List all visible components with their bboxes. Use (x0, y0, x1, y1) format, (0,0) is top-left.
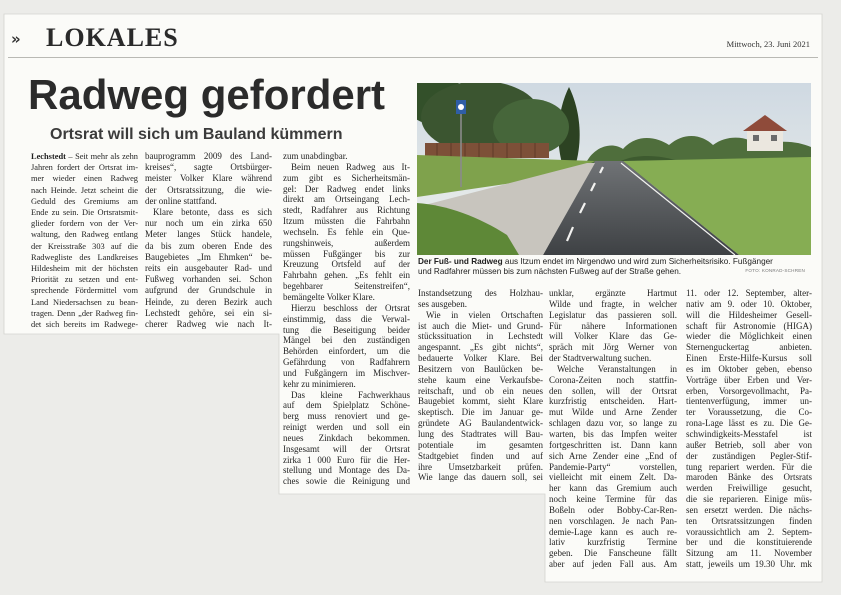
text-line: rona-Lage lässt es zu. Die Ge- (686, 418, 812, 429)
text-line: Vorträge über Erben und Ver- (686, 374, 812, 385)
text-line: wieder die Möglichkeit einen (686, 331, 812, 342)
text-line: tientenverfügung, immer un- (686, 396, 812, 407)
photo-credit: FOTO: KONRAD-SCHREN (745, 268, 805, 273)
text-line: auf dem Spielplatz Schöne- (283, 400, 410, 411)
section-marker: » (11, 30, 21, 48)
text-line: erben, Vorsorgevollmacht, Pa- (686, 385, 812, 396)
text-line: noch keine Termine für das (549, 494, 677, 505)
text-line: Priorität zu setzen und ent- (31, 275, 138, 285)
headline: Radweg gefordert (28, 71, 386, 118)
text-line: will die Hildesheimer Gesell- (686, 309, 812, 320)
header-divider (8, 57, 818, 58)
issue-date: Mittwoch, 23. Juni 2021 (726, 39, 810, 49)
street-photo (417, 83, 811, 255)
text-line: stedt, Radfahrer aus Richtung (283, 205, 410, 216)
text-line: tung die Beseitigung beider (283, 324, 410, 335)
text-line: ses ausgeben. (418, 298, 467, 309)
text-line: maroden Bänke des Ortsrats (686, 472, 812, 483)
text-line: ihre Umsetzbarkeit prüfen. (418, 461, 543, 472)
article-column-3 (283, 151, 410, 487)
text-line: ches sowie die Reinigung und (283, 476, 410, 487)
article-column-6 (686, 288, 812, 570)
text-line: glieder fordern von der Ver- (31, 219, 138, 229)
text-line: einstimmig, dass die Verwal- (283, 313, 410, 324)
text-line: Stadtgebiet finden und auf (418, 450, 543, 461)
text-line: der Stadtverwaltung suchen. (549, 353, 652, 364)
text-line: Instandsetzung des Holzhau- (418, 288, 543, 298)
text-line: aber auf jeden Fall aus. Am (549, 559, 677, 570)
paragraph (283, 303, 410, 390)
text-line: nach Heinde. Jetzt scheint die (31, 185, 138, 195)
text-line: waltung, den Radweg entlang (31, 230, 138, 240)
text-line: reinigt werden und soll ein (283, 422, 410, 433)
text-line: mut Wilde und Arne Zender (549, 407, 677, 418)
text-line: Geduld des Gremiums am (31, 196, 138, 206)
text-line: Fußweg vorhanden sei. Schon (145, 274, 272, 285)
text-line: statt, jeweils um 19.30 Uhr. mk (686, 559, 812, 570)
text-line: der online stattfand. (145, 195, 217, 206)
text-line-rest: – Seit mehr als zehn (65, 152, 138, 161)
text-line: bemängelte Volker Klare. (283, 291, 375, 302)
section-title: LOKALES (46, 23, 179, 52)
text-line: Insgesamt will der Ortsrat (283, 443, 410, 454)
text-line: voraussichtlich am 2. Septem- (686, 526, 812, 537)
text-line: nen vorschlagen. Je nach Pan- (549, 515, 677, 526)
text-line: kehr zu minimieren. (283, 378, 356, 389)
text-line: Behörden einfordert, um die (283, 346, 410, 357)
dateline: Lechstedt (31, 152, 66, 161)
text-line: Besitzern von Baulücken be- (418, 363, 543, 374)
text-line: her kann das Gremium auch (549, 483, 677, 494)
text-line: ber und die konstituierende (686, 537, 812, 548)
text-line: fortgeschritten ist. Dann kann (549, 439, 677, 450)
text-line: spräch mit Jörg Werner von (549, 342, 677, 353)
paragraph (418, 310, 543, 484)
text-line: Mängel bei den zuständigen (283, 335, 410, 346)
article-column-4 (418, 288, 543, 483)
text-line: aufgrund der Grundschule in (145, 285, 272, 296)
text-line: müssen Fußgänger bis zur (283, 248, 410, 259)
text-line: schaft für Astronomie (HIGA) (686, 320, 812, 331)
article-column-5 (549, 288, 677, 570)
text-line: gründete AG Baulandentwick- (418, 418, 543, 429)
paragraph (549, 364, 677, 570)
text-line: lung des Stadtrates will Bau- (418, 428, 543, 439)
text-line: reits ein ausgebauter Rad- und (145, 263, 272, 274)
paragraph (283, 390, 410, 488)
text-line: schwindigkeits-Messtafel ist (686, 428, 812, 439)
text-line: der zuständigen Pegler-Stif- (686, 450, 812, 461)
text-line: direkt am Ortseingang Lech- (283, 194, 410, 205)
text-line: will Volker Klare das Ge- (549, 331, 677, 342)
fence (425, 143, 549, 158)
paragraph (283, 151, 410, 162)
text-line: unklar, ergänzte Hartmut (549, 288, 677, 298)
paragraph (418, 288, 543, 310)
text-line: Kreuzung Ortsfeld auf der (283, 259, 410, 270)
paragraph (283, 162, 410, 303)
paragraph (145, 207, 272, 330)
text-line: Hierzu beschloss der Ortsrat (291, 302, 410, 313)
text-line: schlagen dazu vor, so lange zu (549, 418, 677, 429)
text-line: Boßeln oder Bobby-Car-Ren- (549, 504, 677, 515)
text-line: Sitzung am 11. November (686, 548, 812, 559)
caption-text: aus Itzum endet im Nirgendwo und wird zum Sicherheitsrisiko. Fußgänger (502, 257, 773, 266)
text-line: demie-Lage kann es auch re- (549, 526, 677, 537)
text-line: zirka 1 000 Euro für die Her- (283, 454, 410, 465)
text-line: ter Voraussetzung, die Co- (686, 407, 812, 418)
text-line: ist auch die Miet- und Grund- (418, 320, 543, 331)
text-line: sich Arne Zender eine „End of (549, 450, 677, 461)
text-line: die sie reparieren. Einige müs- (686, 494, 812, 505)
text-line: reitschaft, und ob ein neues (418, 385, 543, 396)
text-line: Ende zu sein. Die Ortsratsmit- (31, 208, 138, 218)
text-line: Klare betonte, dass es sich (153, 207, 272, 218)
paragraph (145, 151, 272, 207)
text-line: lativ kurzfristig Termine (549, 537, 677, 548)
paragraph (31, 151, 138, 330)
text-line: bauprogramm 2009 des Land- (145, 151, 272, 161)
text-line: mer wieder einen Radweg (31, 174, 138, 184)
text-line: Das kleine Fachwerkhaus (291, 389, 410, 400)
text-line (31, 151, 138, 162)
text-line: Sternenguckertag anbieten. (686, 342, 812, 353)
text-line: den sollen, will der Ortsrat (549, 385, 677, 396)
text-line: Fahrbahn gehen. „Es fehlt ein (283, 270, 410, 281)
text-line: Lechstedt gehöre, sei ein si- (145, 307, 272, 318)
text-line: begehbarer Seitenstreifen“, (283, 281, 410, 292)
text-line: stellung und Montage des Da- (283, 465, 410, 476)
text-line: wechseln. Es fehle ein Que- (283, 226, 410, 237)
paragraph (686, 288, 812, 570)
text-line: der Kreisstraße 303 auf die (31, 241, 138, 251)
text-line: rungshinweis, außerdem (283, 237, 410, 248)
text-line: kurzfristig entscheiden. Hart- (549, 396, 677, 407)
text-line: Radwegliste des Landkreises (31, 252, 138, 262)
text-line: Pandemie-Party“ vorstellen, (549, 461, 677, 472)
text-line: Jahren fordert der Ortsrat im- (31, 163, 138, 173)
text-line: stehe kaum eine Verkaufsbe- (418, 374, 543, 385)
text-line: Für nähere Informationen (549, 320, 677, 331)
text-line: ten Ortsratssitzungen finden (686, 515, 812, 526)
text-line: zum gibt es Sicherheitsmän- (283, 172, 410, 183)
text-line: Wie in vielen Ortschaften (426, 309, 543, 320)
text-line: vielleicht mit einem Zelt. Da- (549, 472, 677, 483)
text-line: sen ersetzt werden. Die nächs- (686, 504, 812, 515)
text-line: nativ am 9. oder 10. Oktober, (686, 298, 812, 309)
text-line: tung repariert werden. Für die (686, 461, 812, 472)
caption-line: und Radfahrer müssen bis zum nächsten Fußweg auf der Straße gehen. (418, 267, 682, 276)
text-line: und Fußgängern im Mischver- (283, 367, 410, 378)
text-line: außer Betrieb, soll aber von (686, 439, 812, 450)
text-line: werden Freiwillige gesucht, (686, 483, 812, 494)
text-line: stückssituation in Lechstedt (418, 331, 543, 342)
subheadline: Ortsrat will sich um Bauland kümmern (50, 126, 343, 143)
text-line: Gefährdung von Radfahrern (283, 357, 410, 368)
text-line: det sich bereits im Radwege- (31, 320, 138, 330)
caption-lead: Der Fuß- und Radweg (418, 257, 503, 266)
caption-line (418, 257, 811, 267)
text-line: neues Zinkdach bekommen. (283, 432, 410, 443)
text-line: kreises“, sagte Ortsbürger- (145, 162, 272, 173)
text-line: Itzum müssten die Fahrbahn (283, 216, 410, 227)
text-line: skeptisch. Die im Januar ge- (418, 407, 543, 418)
text-line: Heinde, zu deren Bezirk auch (145, 296, 272, 307)
photo-caption (418, 257, 811, 277)
text-line: zum unabdingbar. (283, 151, 348, 161)
text-line: gel: Der Radweg endet links (283, 183, 410, 194)
text-line: Land Niedersachsen zu bean- (31, 297, 138, 307)
text-line: sprechende Fördermittel vom (31, 286, 138, 296)
text-line: 11. oder 12. September, alter- (686, 288, 812, 298)
text-line: Legislatur das passieren soll. (549, 309, 677, 320)
text-line: geben. Die Fanscheune fällt (549, 548, 677, 559)
text-line: meister Volker Klare während (145, 173, 272, 184)
text-line: Baugebietes „Im Ehmken“ be- (145, 251, 272, 262)
paragraph (549, 288, 677, 364)
text-line: Welche Veranstaltungen in (557, 363, 677, 374)
text-line: warten, bis das Impfen weiter (549, 428, 677, 439)
article-column-1 (31, 151, 138, 330)
text-line: es im Oktober geben, ebenso (686, 363, 812, 374)
text-line: Beim neuen Radweg aus It- (291, 161, 410, 172)
text-line: da bis zum oberen Ende des (145, 240, 272, 251)
text-line: Hildesheim mit der höchsten (31, 264, 138, 274)
text-line: potentiale im gesamten (418, 439, 543, 450)
text-line: Einen Erste-Hilfe-Kursus soll (686, 353, 812, 364)
text-line: tragen. Denn „der Radweg fin- (31, 308, 138, 318)
text-line: Baugebiet kommt, sieht Klare (418, 396, 543, 407)
text-line: Wie lange das dauern soll, sei (418, 472, 543, 483)
text-line: Wilde und fragte, in welcher (549, 298, 677, 309)
text-line: cherer Radweg wie nach It- (145, 319, 272, 330)
text-line: der Ortsratssitzung, die wie- (145, 184, 272, 195)
text-line: Corona-Zeiten noch stattfin- (549, 374, 677, 385)
text-line: Meter langes Stück handele, (145, 229, 272, 240)
text-line: berg muss renoviert und ge- (283, 411, 410, 422)
text-line: nur noch um ein zirka 650 (145, 218, 272, 229)
article-column-2 (145, 151, 272, 330)
text-line: bedauerte Volker Klare. Bei (418, 353, 543, 364)
text-line: angespannt. „Es gibt nichts“, (418, 342, 543, 353)
